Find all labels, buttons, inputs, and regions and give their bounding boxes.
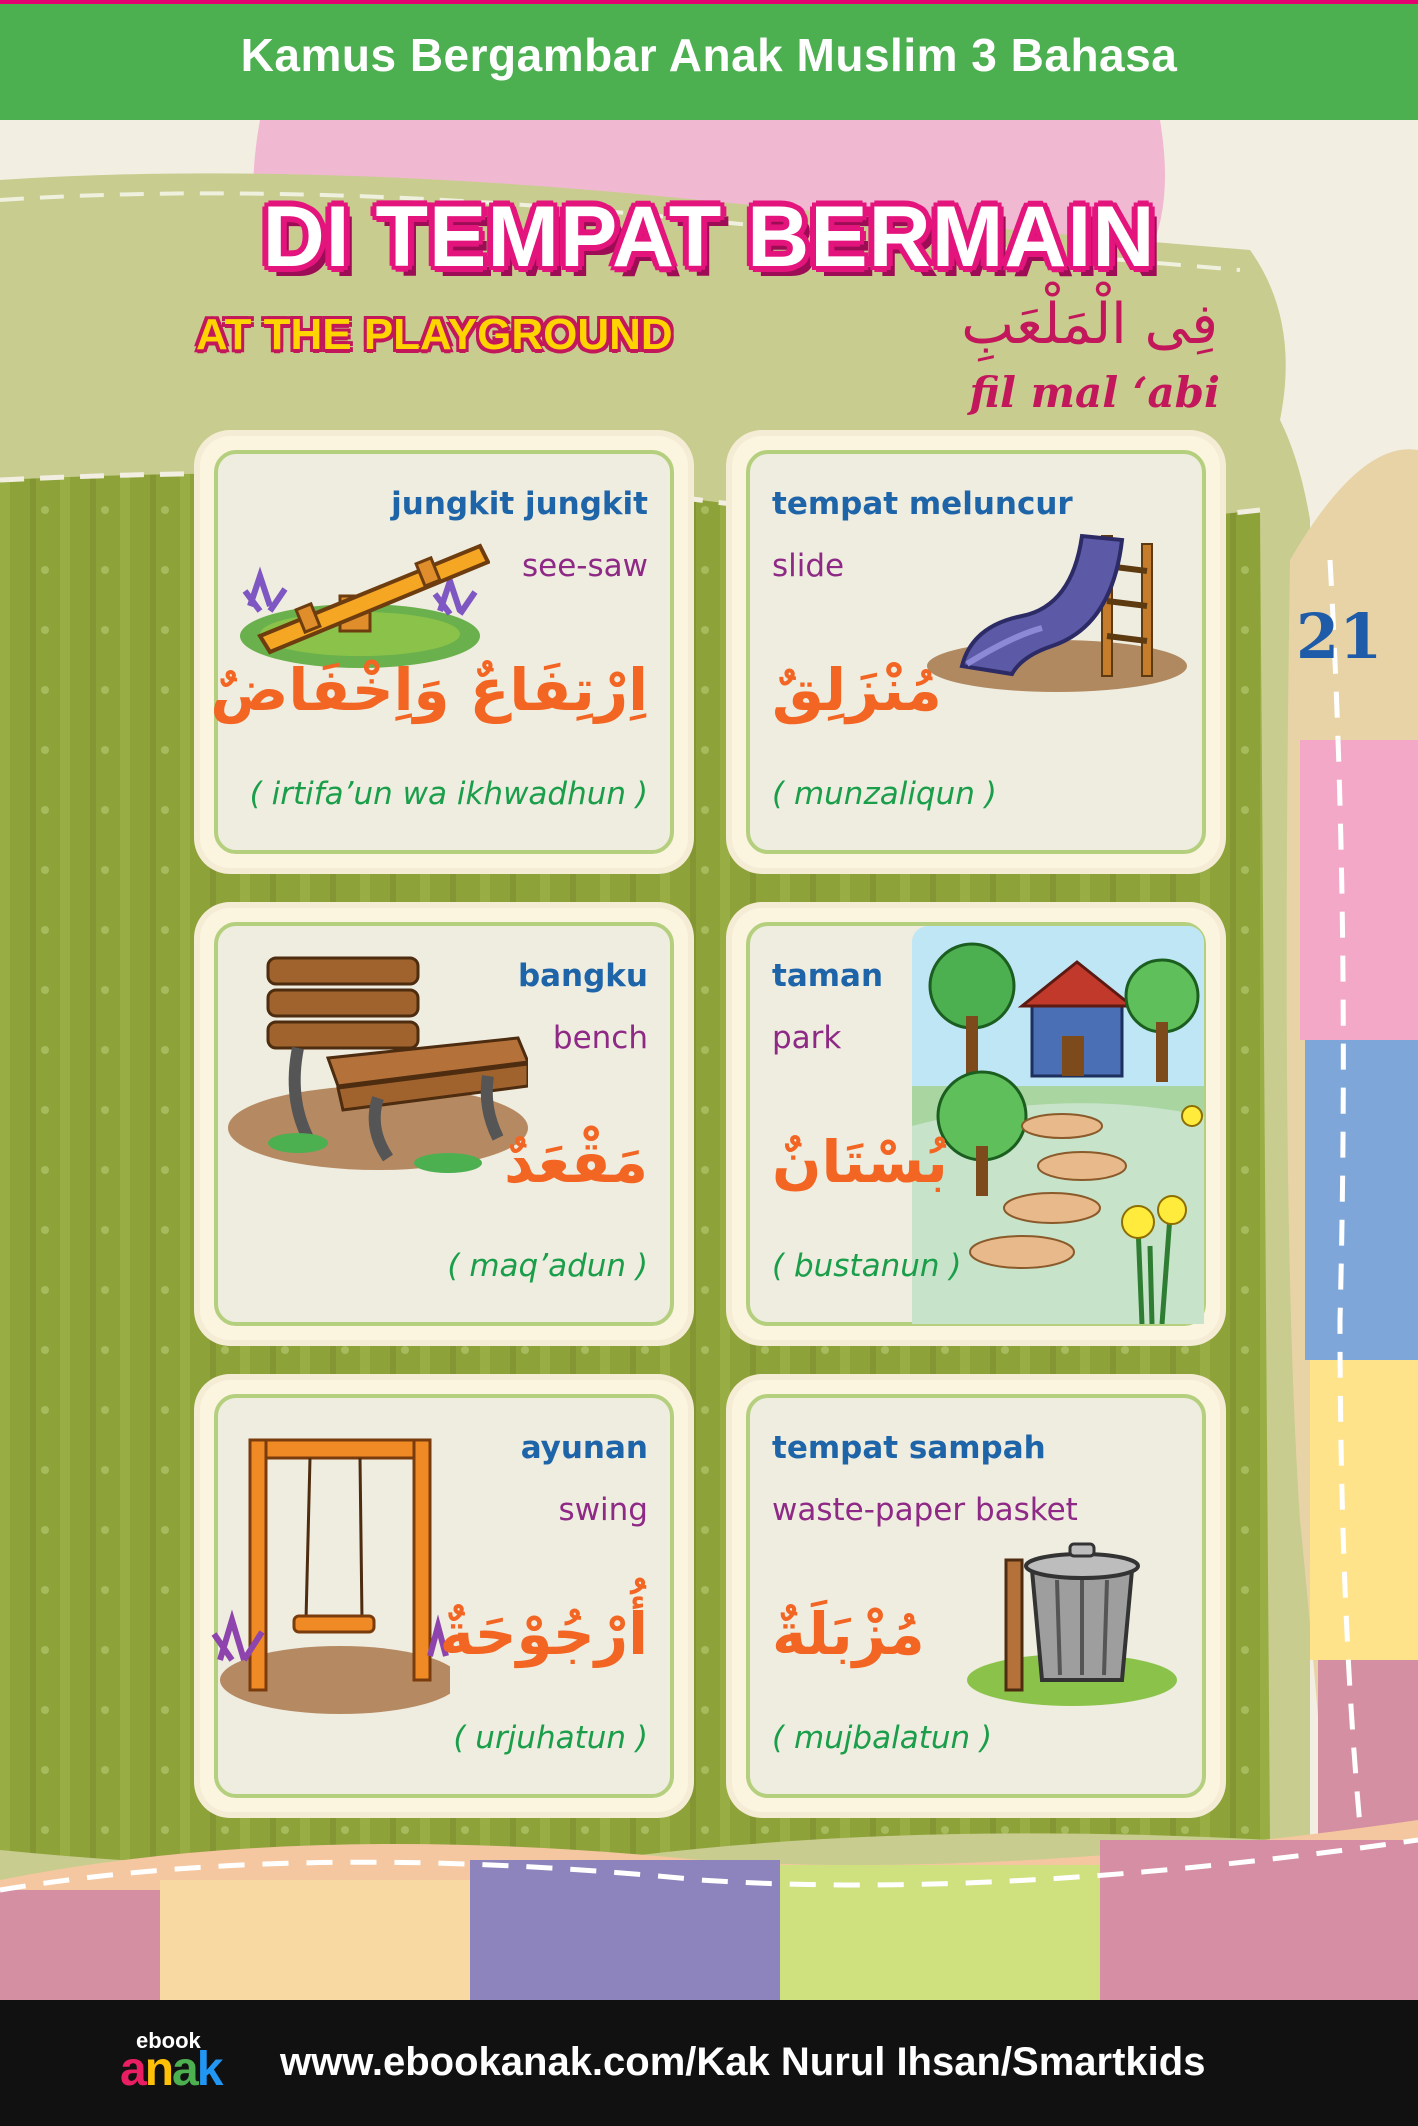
logo-main-text: anak [120, 2043, 222, 2096]
transliteration: ( irtifa’un wa ikhwadhun ) [249, 776, 648, 812]
header-bar [0, 0, 1418, 120]
indonesian-word: bangku [517, 958, 648, 994]
swing-picture [210, 1420, 450, 1720]
arabic-word: أُرْجُوْحَةٌ [439, 1600, 648, 1668]
vocab-card-seesaw [200, 436, 688, 868]
vocab-card-waste-basket [732, 1380, 1220, 1812]
vocab-card-slide [732, 436, 1220, 868]
transliteration: ( mujbalatun ) [772, 1720, 993, 1756]
english-word: see-saw [522, 548, 648, 584]
indonesian-word: tempat meluncur [772, 486, 1073, 522]
slide-picture [922, 516, 1192, 696]
title-transliteration: fil mal ‘abi [969, 368, 1220, 417]
page-title: DI TEMPAT BERMAIN [262, 189, 1156, 285]
bench-picture [228, 948, 528, 1178]
indonesian-word: ayunan [520, 1430, 648, 1466]
arabic-word: اِرْتِفَاعٌ وَاِخْفَاضٌ [210, 656, 648, 724]
transliteration: ( bustanun ) [772, 1248, 962, 1284]
arabic-word: مُنْزَلِقٌ [772, 656, 942, 724]
english-word: slide [772, 548, 845, 584]
seesaw-picture [230, 526, 490, 676]
english-word: bench [552, 1020, 648, 1056]
indonesian-word: taman [772, 958, 884, 994]
arabic-word: مُزْبَلَةٌ [772, 1600, 925, 1668]
vocab-card-bench [200, 908, 688, 1340]
footer-bar [0, 2000, 1418, 2126]
english-word: park [772, 1020, 842, 1056]
arabic-title: فِى الْمَلْعَبِ [961, 292, 1218, 357]
transliteration: ( maq’adun ) [447, 1248, 648, 1284]
transliteration: ( urjuhatun ) [453, 1720, 648, 1756]
trash-bin-picture [962, 1530, 1182, 1710]
english-word: swing [558, 1492, 648, 1528]
indonesian-word: tempat sampah [772, 1430, 1046, 1466]
transliteration: ( munzaliqun ) [772, 776, 997, 812]
english-word: waste-paper basket [772, 1492, 1078, 1528]
page-subtitle: AT THE PLAYGROUND [196, 310, 673, 359]
book-title: Kamus Bergambar Anak Muslim 3 Bahasa [240, 29, 1178, 81]
vocab-card-park [732, 908, 1220, 1340]
website-link[interactable]: www.ebookanak.com/Kak Nurul Ihsan/Smartkids [280, 2040, 1206, 2084]
ebookanak-logo[interactable] [120, 2028, 240, 2102]
logo-top-text: ebook [136, 2028, 201, 2053]
vocab-card-swing [200, 1380, 688, 1812]
arabic-word: بُسْتَانٌ [772, 1128, 948, 1196]
page-number: 21 [1296, 600, 1383, 673]
arabic-word: مَقْعَدٌ [504, 1128, 648, 1196]
indonesian-word: jungkit jungkit [391, 486, 648, 522]
